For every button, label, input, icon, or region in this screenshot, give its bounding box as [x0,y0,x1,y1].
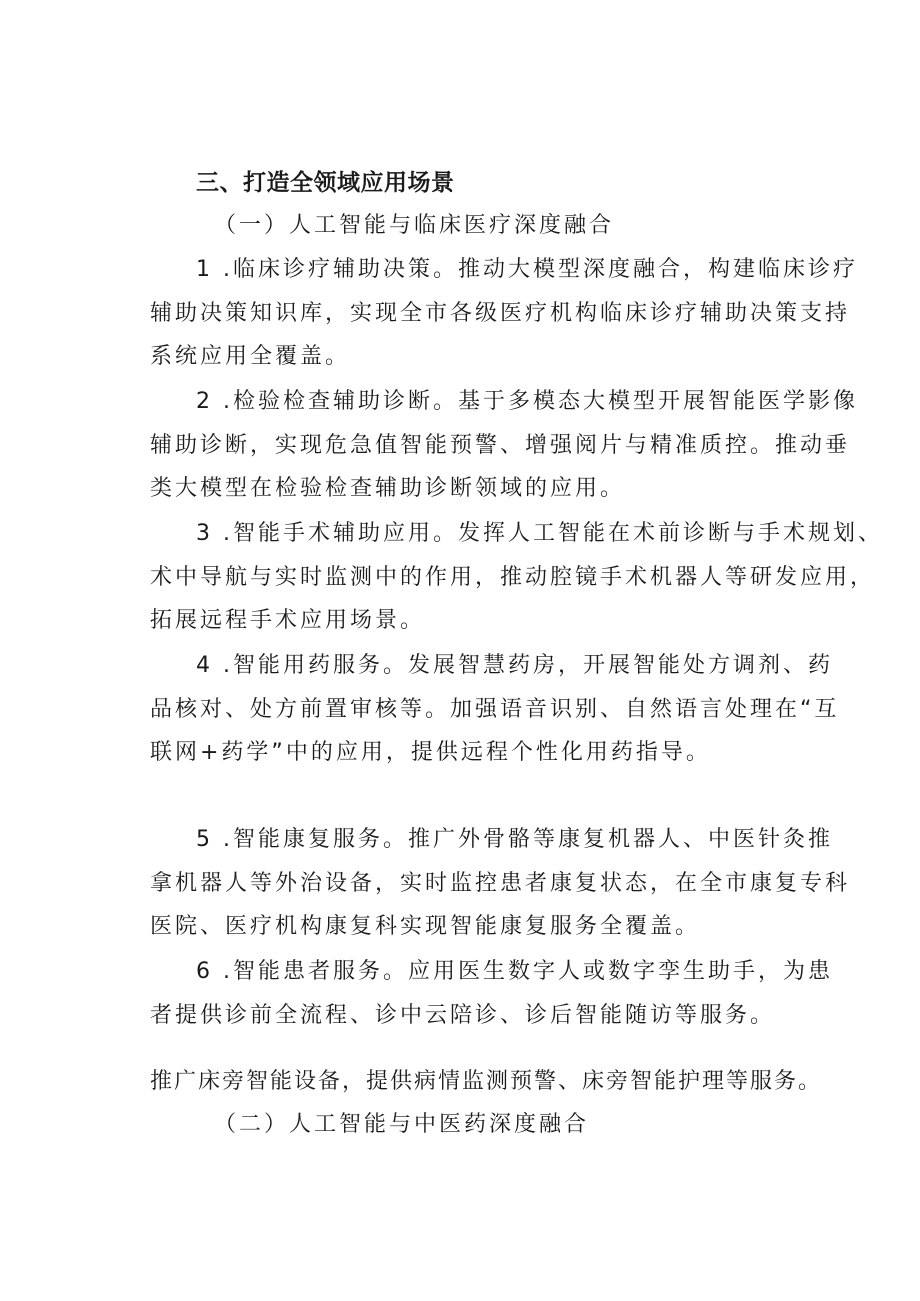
subsection-heading: （二）人工智能与中医药深度融合 [214,1112,590,1137]
paragraph-line: 4 .智能用药服务。发展智慧药房，开展智能处方调剂、药 [196,653,833,678]
paragraph-line: 5 .智能康复服务。推广外骨骼等康复机器人、中医针灸推 [196,827,833,852]
section-heading: 三、打造全领域应用场景 [196,170,455,196]
subsection-heading: （一）人工智能与临床医疗深度融合 [214,213,615,238]
paragraph-line: 者提供诊前全流程、诊中云陪诊、诊后智能随访等服务。 [150,1003,776,1028]
paragraph-line: 联网+药学”中的应用，提供远程个性化用药指导。 [150,740,711,765]
paragraph-line: 推广床旁智能设备，提供病情监测预警、床旁智能护理等服务。 [150,1069,823,1094]
paragraph-line: 品核对、处方前置审核等。加强语音识别、自然语言处理在“互 [150,697,840,722]
paragraph-line: 6 .智能患者服务。应用医生数字人或数字孪生助手，为患 [196,959,833,984]
paragraph-line: 系统应用全覆盖。 [150,344,351,369]
paragraph-line: 拓展远程手术应用场景。 [150,608,426,633]
paragraph-line: 医院、医疗机构康复科实现智能康复服务全覆盖。 [150,914,701,939]
paragraph-line: 术中导航与实时监测中的作用，推动腔镜手术机器人等研发应用， [150,565,876,590]
paragraph-line: 2 .检验检查辅助诊断。基于多模态大模型开展智能医学影像 [196,389,858,414]
paragraph-line: 辅助诊断，实现危急值智能预警、增强阅片与精准质控。推动垂 [150,433,851,458]
paragraph-line: 拿机器人等外治设备，实时监控患者康复状态，在全市康复专科 [150,871,851,896]
paragraph-line: 1 .临床诊疗辅助决策。推动大模型深度融合，构建临床诊疗 [196,257,858,282]
paragraph-line: 辅助决策知识库，实现全市各级医疗机构临床诊疗辅助决策支持 [150,301,851,326]
paragraph-line: 类大模型在检验检查辅助诊断领域的应用。 [150,476,626,501]
paragraph-line: 3 .智能手术辅助应用。发挥人工智能在术前诊断与手术规划、 [196,521,883,546]
